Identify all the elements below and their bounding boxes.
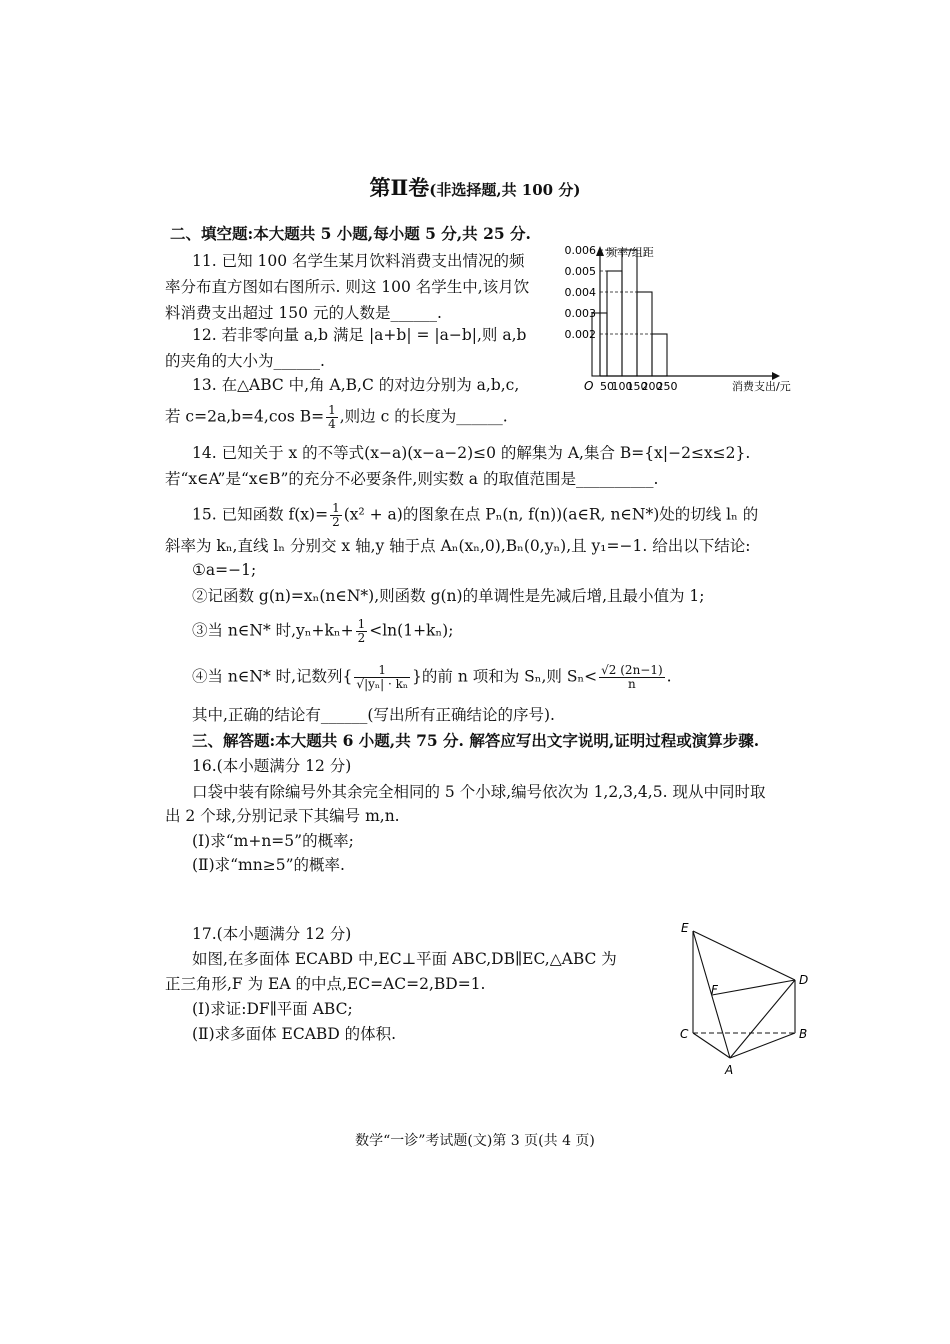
q15-conclusion3 [192, 618, 453, 645]
q15-c3-frac-num: 1 [357, 617, 366, 631]
segment-FD [712, 980, 795, 995]
origin-label: O [584, 379, 594, 393]
q15-text-a: 15. 已知函数 f(x)= [192, 505, 329, 524]
histogram-bar [607, 271, 622, 376]
q15-conclusion4 [192, 664, 672, 691]
q15-c3-frac-den: 2 [357, 631, 366, 645]
q16-head: 16.(本小题满分 12 分) [192, 757, 352, 775]
q15-c4-frac1-num: 1 [354, 664, 410, 678]
q11-line3: 料消费支出超过 150 元的人数是______. [165, 304, 442, 322]
y-axis-label: 频率/组距 [606, 246, 654, 259]
q16-part1: (Ⅰ)求“m+n=5”的概率; [192, 832, 354, 850]
x-axis-arrow-icon [772, 372, 780, 380]
section2-heading: 二、填空题:本大题共 5 小题,每小题 5 分,共 25 分. [170, 224, 531, 243]
q17-part2: (Ⅱ)求多面体 ECABD 的体积. [192, 1025, 397, 1043]
x-tick-label: 250 [656, 380, 678, 393]
q16-part2: (Ⅱ)求“mn≥5”的概率. [192, 856, 345, 874]
page-title [0, 172, 950, 202]
label-D: D [799, 973, 809, 987]
label-A: A [725, 1063, 734, 1077]
x-tick-label: 50 [600, 380, 614, 393]
q15-c4-text-b: }的前 n 项和为 Sₙ,则 Sₙ< [412, 667, 598, 686]
q16-line1: 口袋中装有除编号外其余完全相同的 5 个小球,编号依次为 1,2,3,4,5. 现从中同时取 [192, 783, 766, 801]
q15-c4-text-c: . [666, 667, 672, 686]
q15-c4-text-a: ④当 n∈N* 时,记数列{ [192, 667, 353, 686]
q15-end: 其中,正确的结论有______(写出所有正确结论的序号). [192, 706, 555, 724]
x-tick-label: 200 [641, 380, 663, 393]
q15-c4-frac1-den: √|yₙ| · kₙ [356, 677, 409, 691]
x-tick-label: 100 [611, 380, 633, 393]
label-B: B [799, 1027, 808, 1041]
q15-line2: 斜率为 kₙ,直线 lₙ 分别交 x 轴,y 轴于点 Aₙ(xₙ,0),Bₙ(0,yₙ),且 y₁=−1. 给出以下结论: [165, 537, 751, 555]
q15-conclusion1: ①a=−1; [192, 561, 257, 579]
q17-line2: 正三角形,F 为 EA 的中点,EC=AC=2,BD=1. [165, 975, 486, 993]
frequency-histogram [550, 238, 820, 403]
q15-c3-fraction [356, 618, 368, 645]
y-tick-labels [565, 244, 597, 341]
q15-frac-num: 1 [332, 501, 340, 515]
q15-c3-text-b: <ln(1+kₙ); [369, 621, 454, 640]
histogram-bar [637, 292, 652, 376]
q13-line1: 13. 在△ABC 中,角 A,B,C 的对边分别为 a,b,c, [192, 376, 520, 394]
histogram-bar [652, 334, 667, 376]
q13-fraction [326, 404, 338, 431]
x-tick-label: 150 [626, 380, 648, 393]
q12-line2: 的夹角的大小为______. [165, 352, 325, 370]
part-subtitle: (非选择题,共 100 分) [429, 181, 581, 199]
histogram-bar [622, 250, 637, 376]
q17-head: 17.(本小题满分 12 分) [192, 925, 352, 943]
label-C: C [680, 1027, 689, 1041]
q13-text-b: ,则边 c 的长度为______. [339, 407, 508, 426]
q12-line1: 12. 若非零向量 a,b 满足 |a+b| = |a−b|,则 a,b [192, 326, 527, 344]
label-E: E [681, 921, 689, 935]
q13-line2 [165, 404, 508, 431]
q15-frac-den: 2 [332, 515, 340, 529]
q15-fraction [330, 502, 342, 529]
q15-c4-fraction2 [599, 664, 665, 691]
q13-frac-num: 1 [328, 403, 336, 417]
y-tick-label: 0.005 [564, 265, 596, 278]
y-axis-arrow-icon [596, 246, 604, 256]
x-tick-labels [600, 380, 678, 393]
label-F: F [711, 983, 718, 997]
q17-part1: (Ⅰ)求证:DF∥平面 ABC; [192, 1000, 353, 1018]
q17-line1: 如图,在多面体 ECABD 中,EC⊥平面 ABC,DB∥EC,△ABC 为 [192, 950, 617, 968]
edge-DA [730, 980, 795, 1058]
q13-text-a: 若 c=2a,b=4,cos B= [165, 407, 325, 426]
x-axis-label: 消费支出/元 [732, 380, 791, 393]
y-tick-label: 0.006 [564, 244, 596, 257]
edge-CA [693, 1033, 730, 1058]
q13-frac-den: 4 [328, 417, 336, 431]
q15-c4-frac2-num: √2 (2n−1) [601, 663, 663, 677]
histogram-bars [592, 250, 667, 376]
q11-line2: 率分布直方图如右图所示. 则这 100 名学生中,该月饮 [165, 278, 530, 296]
q15-conclusion2: ②记函数 g(n)=xₙ(n∈N*),则函数 g(n)的单调性是先减后增,且最小值为 1; [192, 587, 705, 605]
q11-line1: 11. 已知 100 名学生某月饮料消费支出情况的频 [192, 252, 525, 270]
q14-line2: 若“x∈A”是“x∈B”的充分不必要条件,则实数 a 的取值范围是__________. [165, 470, 659, 488]
section3-heading: 三、解答题:本大题共 6 小题,共 75 分. 解答应写出文字说明,证明过程或演算步骤. [192, 731, 760, 750]
y-tick-label: 0.003 [564, 307, 596, 320]
q14-line1: 14. 已知关于 x 的不等式(x−a)(x−a−2)≤0 的解集为 A,集合 B={x|−2≤x≤2}. [192, 444, 751, 462]
edge-ED [693, 931, 795, 980]
y-tick-label: 0.004 [564, 286, 596, 299]
q15-line1 [192, 502, 758, 529]
polyhedron-figure [675, 918, 815, 1078]
y-tick-label: 0.002 [564, 328, 596, 341]
q16-line2: 出 2 个球,分别记录下其编号 m,n. [165, 807, 400, 825]
q15-text-b: (x² + a)的图象在点 Pₙ(n, f(n))(a∈R, n∈N*)处的切线 lₙ 的 [343, 505, 759, 524]
q15-c4-fraction1 [354, 664, 410, 691]
q15-c4-frac2-den: n [628, 677, 636, 691]
page-footer: 数学“一诊”考试题(文)第 3 页(共 4 页) [355, 1133, 595, 1149]
part-title: 第Ⅱ卷 [369, 175, 430, 200]
q15-c3-text-a: ③当 n∈N* 时,yₙ+kₙ+ [192, 621, 354, 640]
